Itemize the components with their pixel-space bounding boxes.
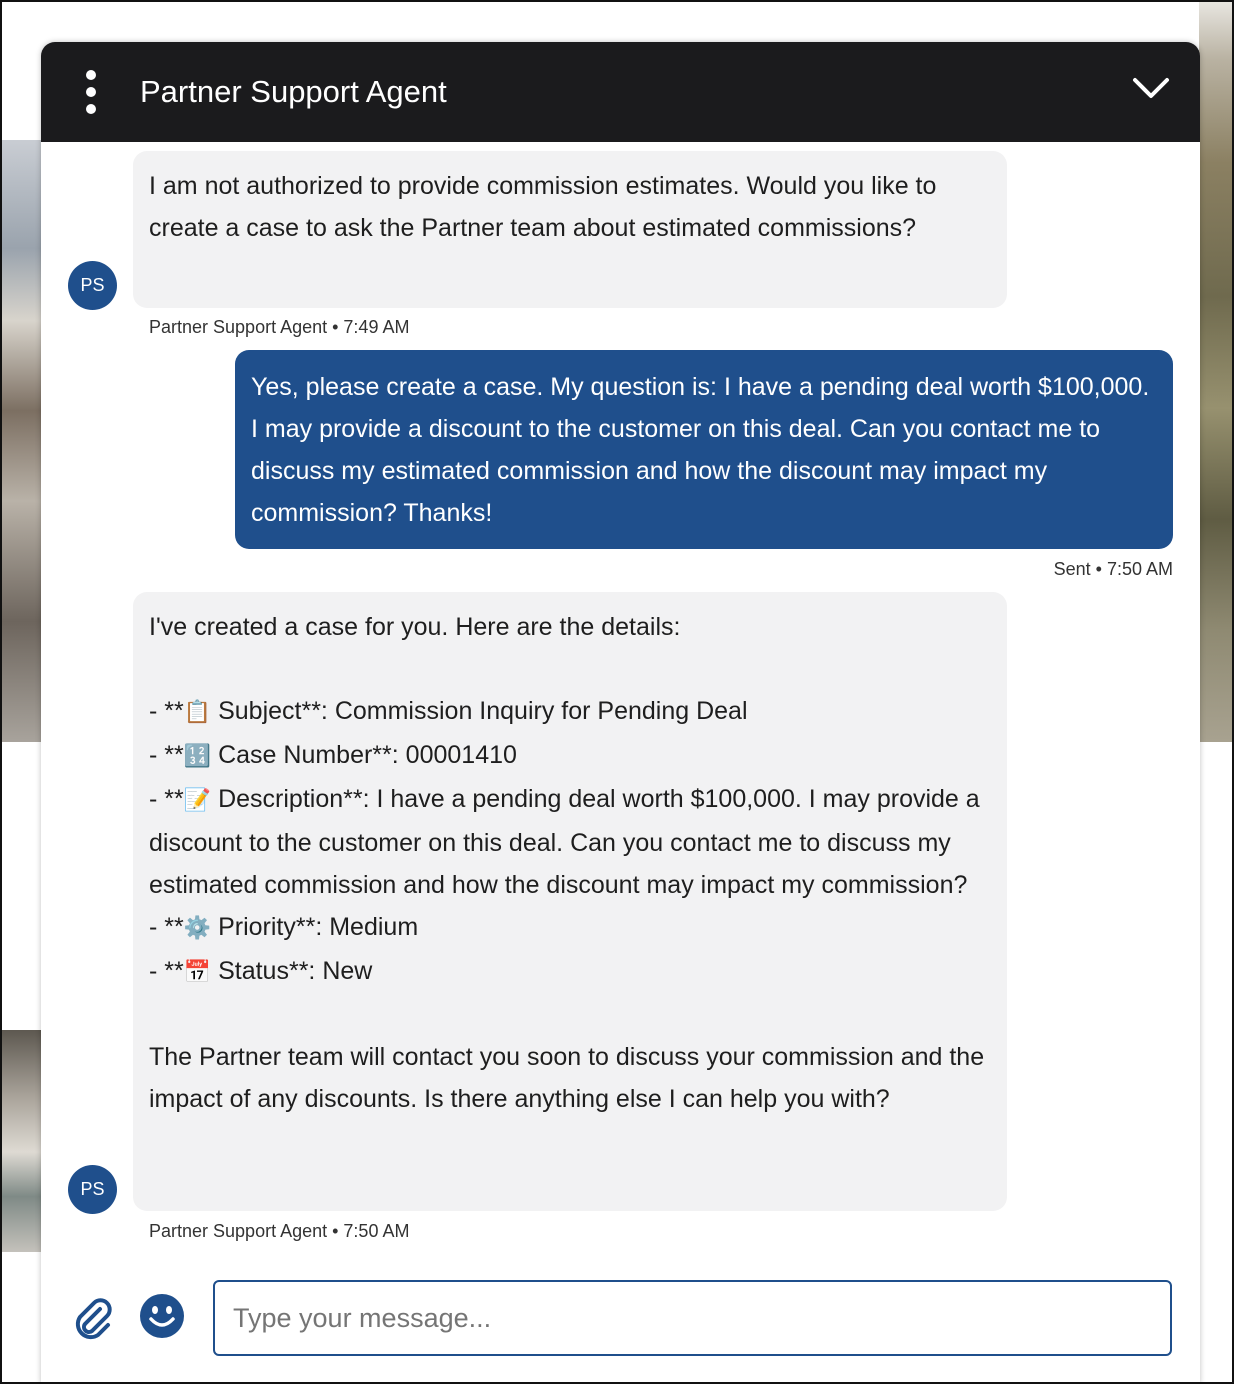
detail-subject: - **📋 Subject**: Commission Inquiry for Pending Deal (149, 697, 748, 725)
detail-description: - **📝 Description**: I have a pending deal worth $100,000. I may provide a discount to the customer on this deal. Can you contact me to discuss my estimated commission and how the discount may impact my commission? (149, 785, 980, 899)
background-photo-left-bottom (2, 1030, 42, 1252)
agent-message (133, 592, 1007, 1211)
chevron-down-icon[interactable] (1131, 72, 1171, 106)
vertical-dots-icon[interactable] (79, 70, 103, 114)
message-meta: Partner Support Agent • 7:50 AM (149, 1221, 410, 1241)
background-photo-right (1199, 0, 1232, 742)
chat-header (41, 42, 1200, 142)
chat-title: Partner Support Agent (140, 74, 447, 109)
avatar: PS (68, 1165, 117, 1214)
message-intro: I've created a case for you. Here are the details: (149, 613, 681, 641)
chat-widget (41, 42, 1200, 1384)
memo-icon: 📝 (183, 788, 212, 813)
paperclip-icon[interactable] (71, 1296, 117, 1342)
message-meta: Sent • 7:50 AM (1053, 559, 1173, 579)
detail-status: - **📅 Status**: New (149, 957, 373, 985)
background-top (2, 2, 1199, 42)
background-photo-left-top (2, 140, 42, 742)
gear-icon: ⚙️ (183, 916, 212, 941)
numbers-icon: 🔢 (183, 744, 212, 769)
detail-priority: - **⚙️ Priority**: Medium (149, 913, 419, 941)
calendar-icon: 📅 (183, 960, 212, 985)
clipboard-icon: 📋 (183, 700, 212, 725)
message-closing: The Partner team will contact you soon to discuss your commission and the impact of any discounts. Is there anything else I can help you with? (149, 1043, 985, 1113)
message-meta: Partner Support Agent • 7:49 AM (149, 317, 410, 337)
avatar: PS (68, 261, 117, 310)
message-input[interactable] (213, 1280, 1172, 1356)
agent-message (133, 151, 1007, 308)
message-text: Yes, please create a case. My question is: I have a pending deal worth $100,000. I may provide a discount to the customer on this deal. Can you contact me to discuss my estimated commission and how the discount may impact my commission? Thanks! (251, 373, 1150, 527)
user-message (235, 350, 1173, 549)
message-composer (41, 1276, 1200, 1384)
message-text: I am not authorized to provide commission estimates. Would you like to create a case to ask the Partner team about estimated commissions? (149, 172, 937, 242)
detail-case-number: - **🔢 Case Number**: 00001410 (149, 741, 517, 769)
smiley-icon[interactable] (139, 1293, 185, 1339)
